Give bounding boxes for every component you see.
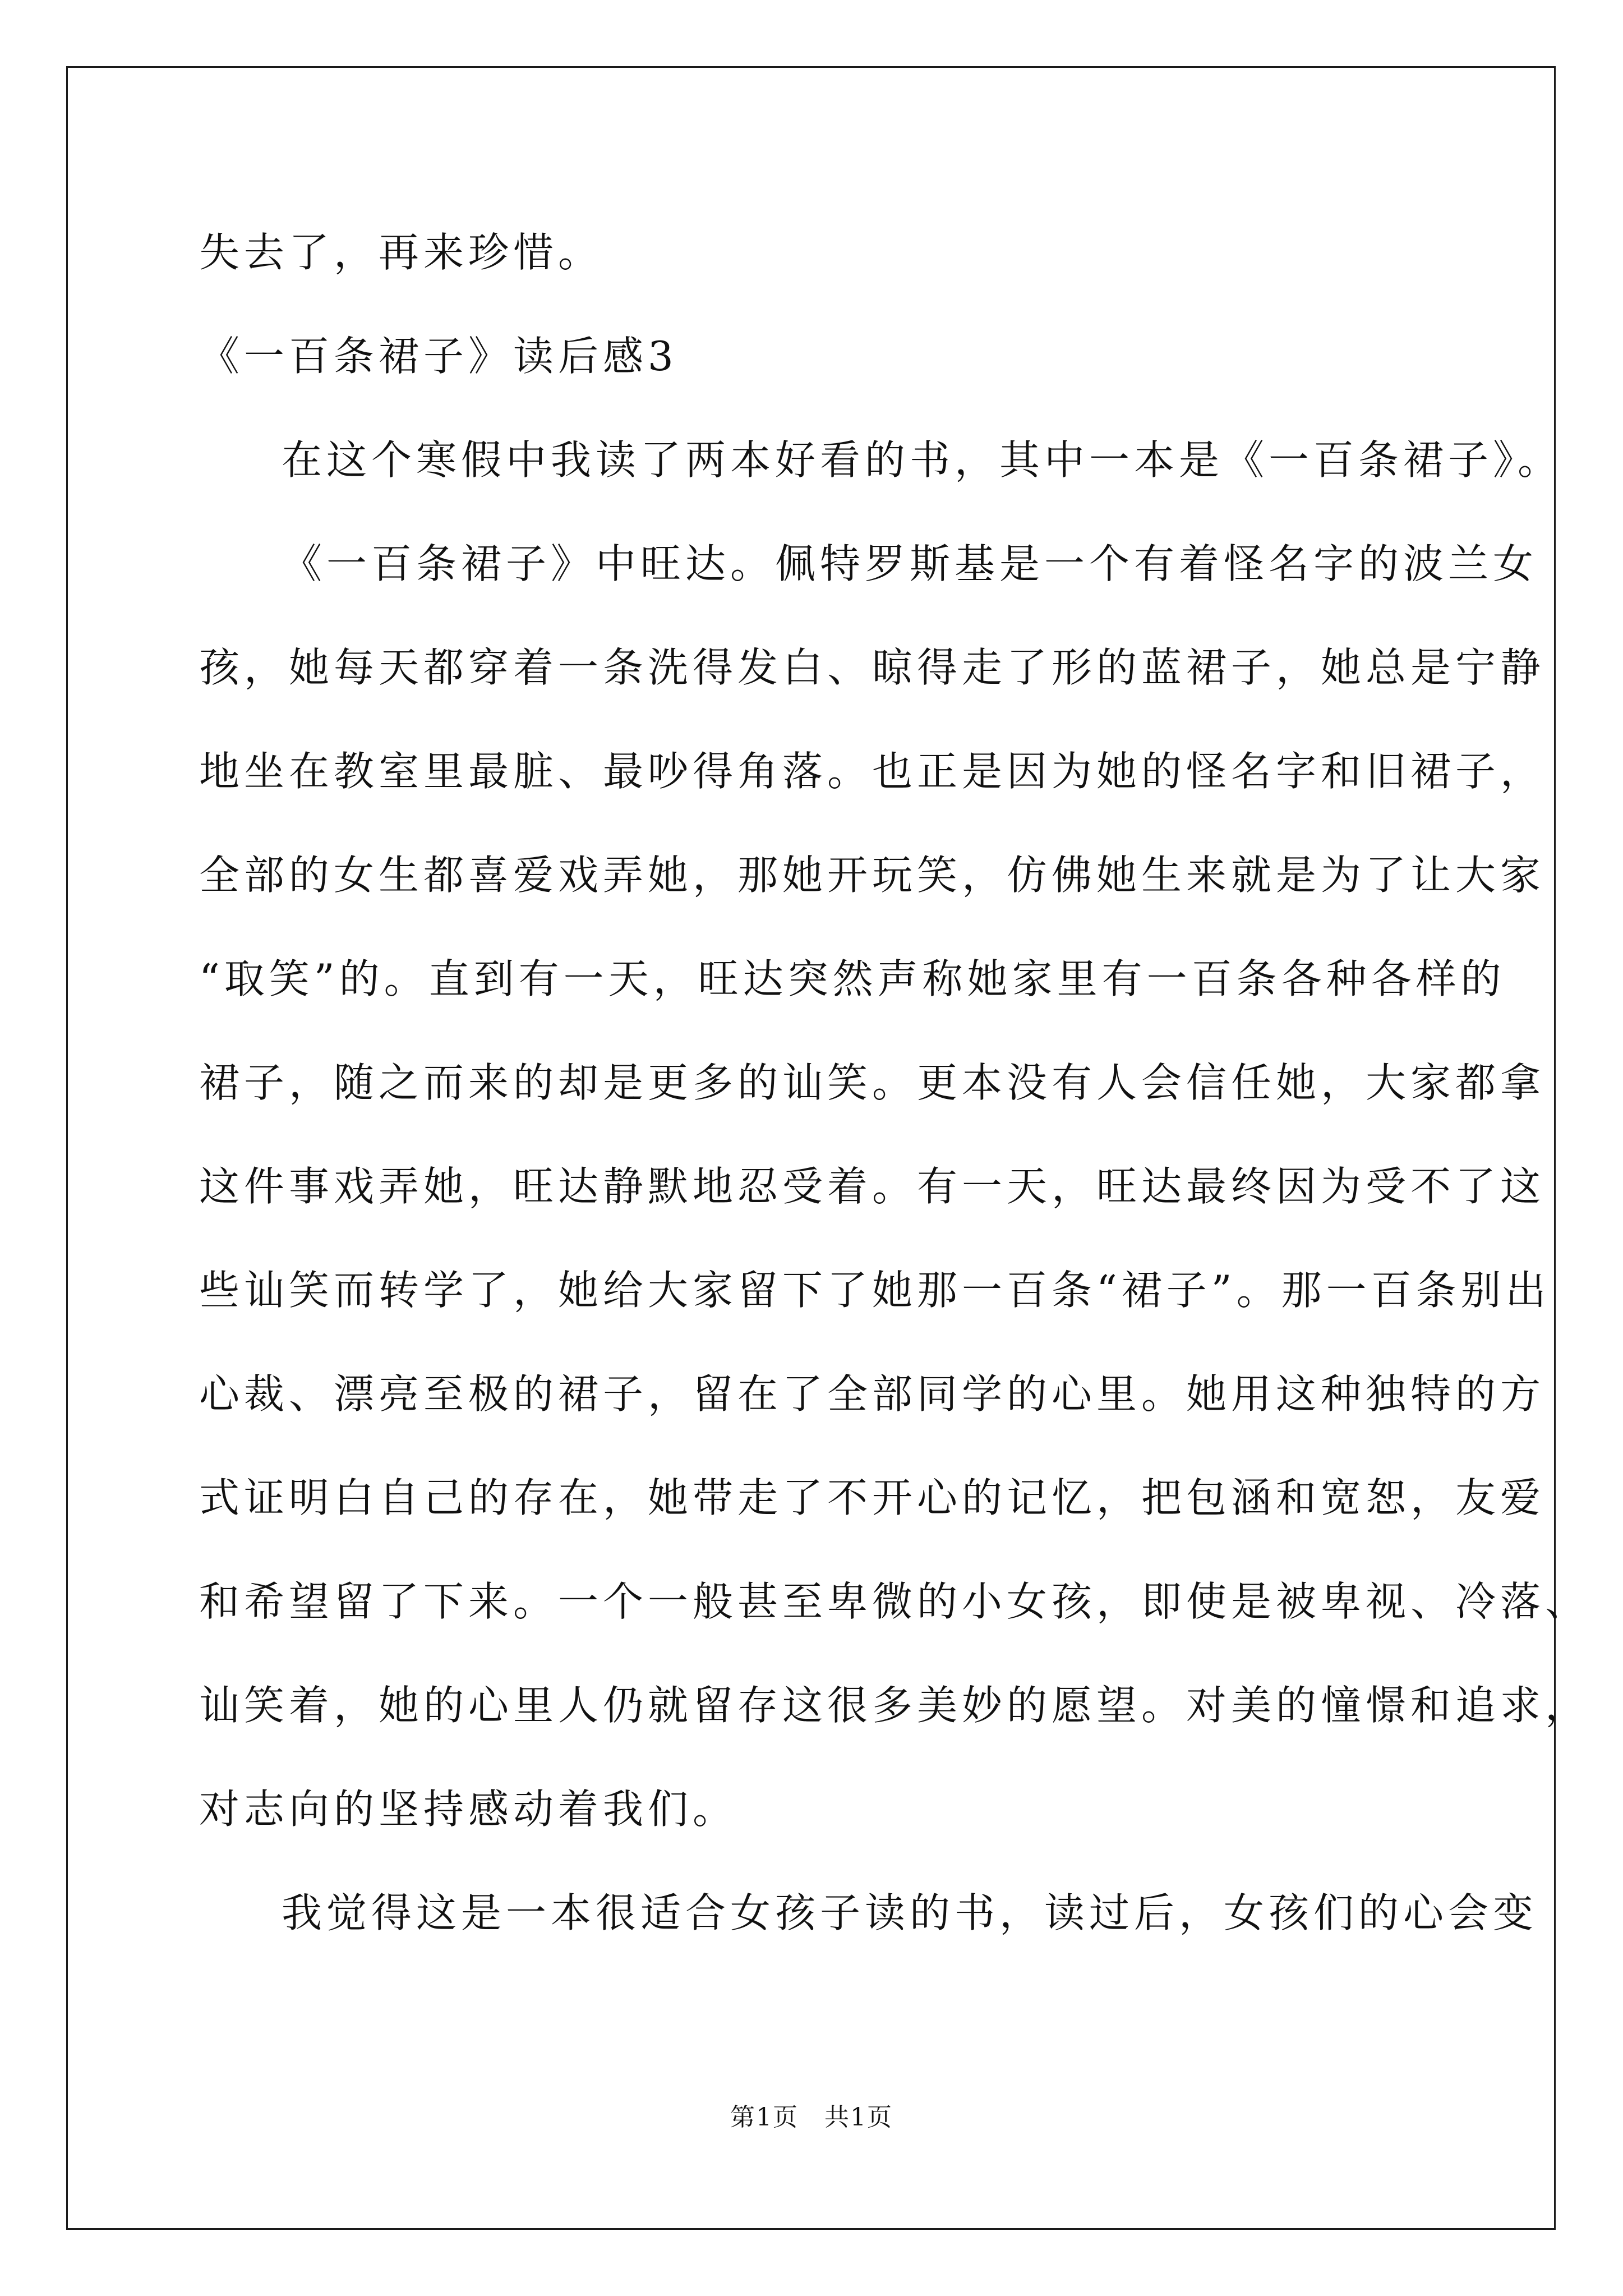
text-line: 孩，她每天都穿着一条洗得发白、晾得走了形的蓝裙子，她总是宁静 (199, 644, 1546, 691)
text-line: 对志向的坚持感动着我们。 (199, 1786, 738, 1833)
text-line: 些讪笑而转学了，她给大家留下了她那一百条“裙子”。那一百条别出 (199, 1267, 1551, 1314)
text-line: 这件事戏弄她，旺达静默地忍受着。有一天，旺达最终因为受不了这 (199, 1163, 1546, 1210)
section-title: 《一百条裙子》读后感3 (199, 333, 678, 380)
text-line: 地坐在教室里最脏、最吵得角落。也正是因为她的怪名字和旧裙子， (199, 748, 1546, 795)
paragraph-start: 《一百条裙子》中旺达。佩特罗斯基是一个有着怪名字的波兰女 (282, 540, 1538, 587)
text-line: 失去了，再来珍惜。 (199, 229, 603, 276)
text-line: 式证明白自己的存在，她带走了不开心的记忆，把包涵和宽恕，友爱 (199, 1474, 1546, 1521)
document-body (199, 219, 1590, 1983)
paragraph-start: 我觉得这是一本很适合女孩子读的书，读过后，女孩们的心会变 (282, 1889, 1538, 1936)
page-number: 第1页 共1页 (730, 2103, 893, 2132)
text-line: 讪笑着，她的心里人仍就留存这很多美妙的愿望。对美的憧憬和追求， (199, 1682, 1590, 1729)
text-line: 和希望留了下来。一个一般甚至卑微的小女孩，即使是被卑视、冷落、 (199, 1578, 1590, 1625)
text-line: 全部的女生都喜爱戏弄她，那她开玩笑，仿佛她生来就是为了让大家 (199, 852, 1546, 899)
text-line: 裙子，随之而来的却是更多的讪笑。更本没有人会信任她，大家都拿 (199, 1059, 1546, 1106)
text-line: “取笑”的。直到有一天，旺达突然声称她家里有一百条各种各样的 (199, 955, 1506, 1002)
text-line: 心裁、漂亮至极的裙子，留在了全部同学的心里。她用这种独特的方 (199, 1370, 1546, 1418)
paragraph-start: 在这个寒假中我读了两本好看的书，其中一本是《一百条裙子》。 (282, 436, 1563, 484)
